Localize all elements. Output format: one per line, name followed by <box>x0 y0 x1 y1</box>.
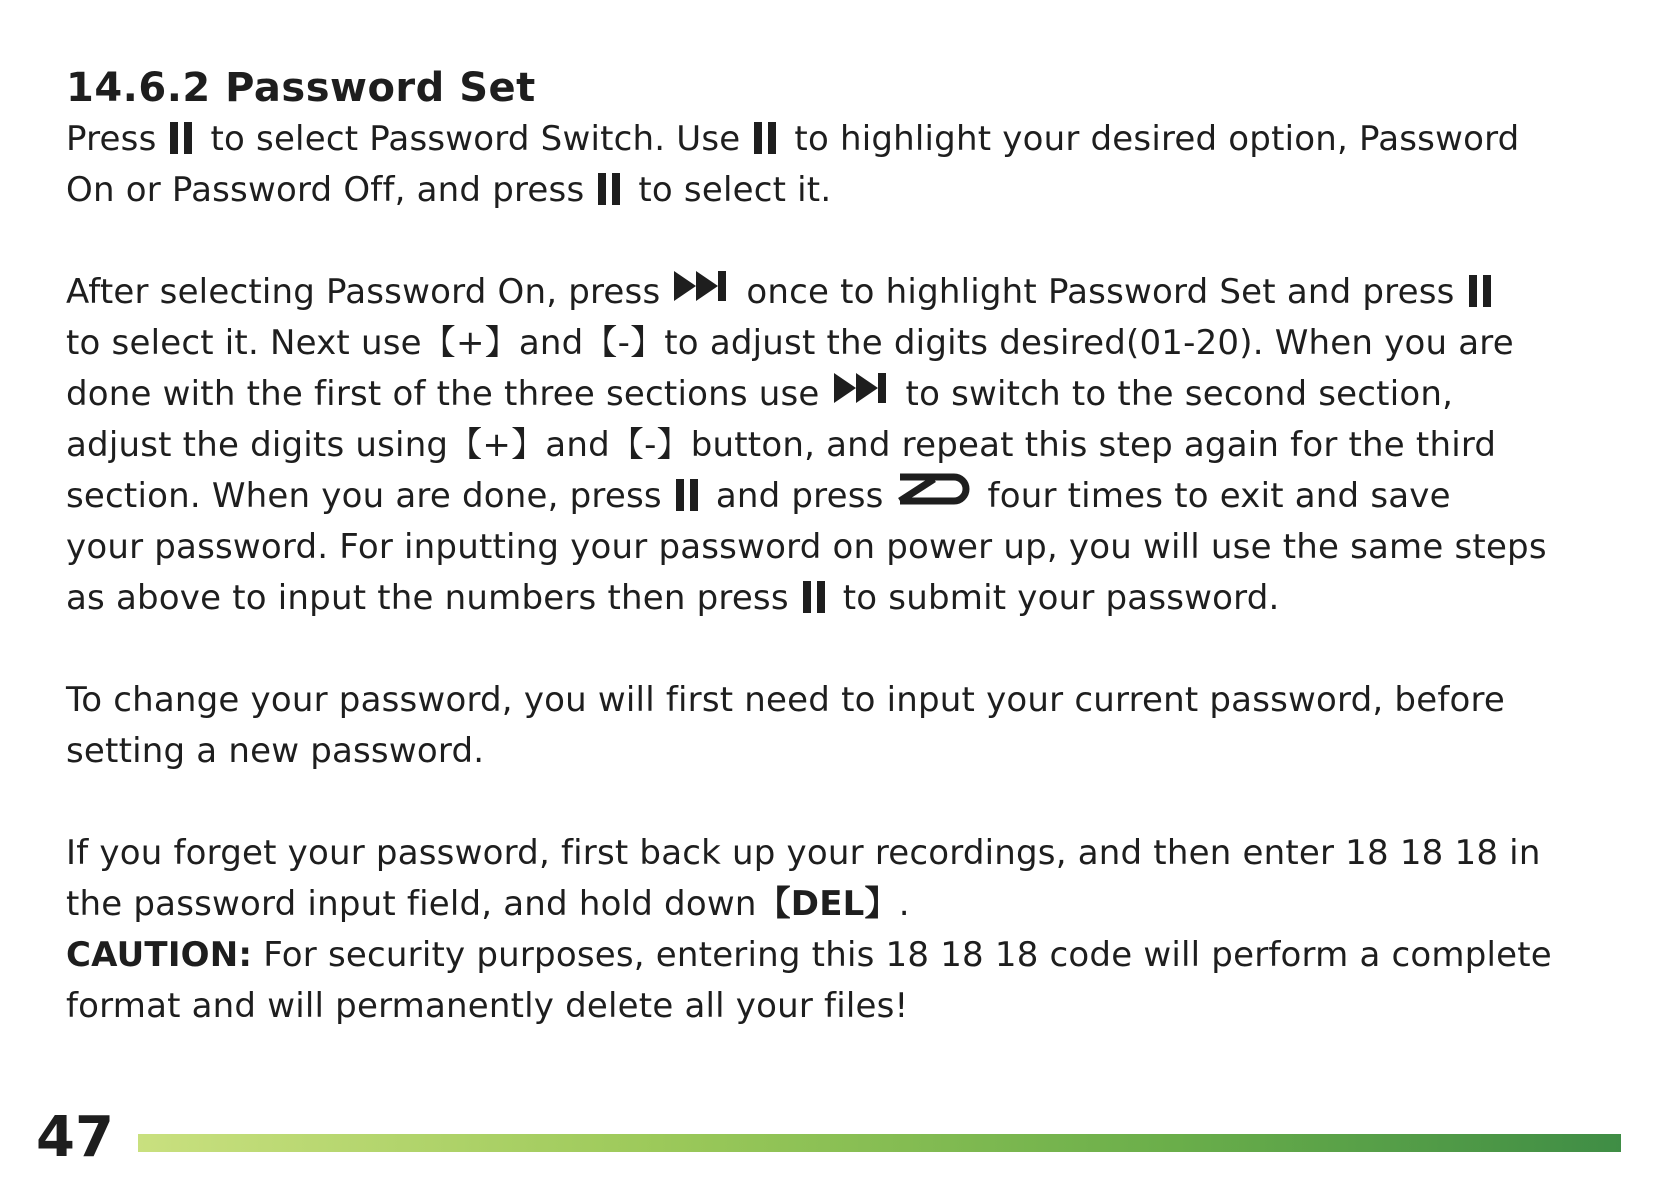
section-heading: 14.6.2 Password Set <box>66 65 536 111</box>
text-line: To change your password, you will first need to input your current password, before <box>66 680 1506 720</box>
text-line: your password. For inputting your password on power up, you will use the same steps <box>66 527 1547 567</box>
text-line: If you forget your password, first back up your recordings, and then enter 18 18 18 in <box>66 833 1541 873</box>
text-run: section. When you are done, press <box>66 476 662 516</box>
pause-icon <box>803 581 825 613</box>
text-run: After selecting Password On, press <box>66 272 661 312</box>
text-run: to select it. <box>638 170 832 210</box>
pause-icon <box>676 479 698 511</box>
text-line: adjust the digits using【+】and【-】button, and repeat this step again for the third <box>66 425 1497 465</box>
text-run: to submit your password. <box>842 578 1280 618</box>
paragraph-forgot-password <box>66 828 1596 1032</box>
back-return-icon <box>898 469 970 520</box>
footer-gradient-bar <box>138 1134 1621 1152</box>
text-run: as above to input the numbers then press <box>66 578 789 618</box>
document-page <box>66 62 1596 1032</box>
text-line: setting a new password. <box>66 731 485 771</box>
next-track-icon <box>674 265 728 316</box>
text-run: done with the first of the three sections use <box>66 374 820 414</box>
text-run: to select Password Switch. Use <box>210 119 741 159</box>
text-run: the password input field, and hold down <box>66 884 757 924</box>
text-run: For security purposes, entering this 18 18 18 code will perform a complete <box>263 935 1552 975</box>
text-run: to highlight your desired option, Password <box>794 119 1520 159</box>
text-line: to select it. Next use【+】and【-】to adjust the digits desired(01-20). When you are <box>66 323 1514 363</box>
pause-icon <box>170 122 192 154</box>
text-run: once to highlight Password Set and press <box>746 272 1455 312</box>
page-number: 47 <box>36 1105 114 1170</box>
pause-icon <box>1469 275 1491 307</box>
del-key-label: 【DEL】 <box>756 884 899 924</box>
text-run: four times to exit and save <box>987 476 1451 516</box>
text-run: Press <box>66 119 157 159</box>
pause-icon <box>598 173 620 205</box>
pause-icon <box>754 122 776 154</box>
text-run: to switch to the second section, <box>905 374 1454 414</box>
next-track-icon <box>834 367 888 418</box>
paragraph-change-password <box>66 675 1596 777</box>
text-run: . <box>898 884 910 924</box>
text-line: format and will permanently delete all your files! <box>66 986 909 1026</box>
text-run: and press <box>715 476 884 516</box>
text-run: On or Password Off, and press <box>66 170 585 210</box>
caution-label: CAUTION: <box>66 935 253 975</box>
paragraph-password-set <box>66 267 1596 624</box>
paragraph-password-switch <box>66 114 1596 216</box>
